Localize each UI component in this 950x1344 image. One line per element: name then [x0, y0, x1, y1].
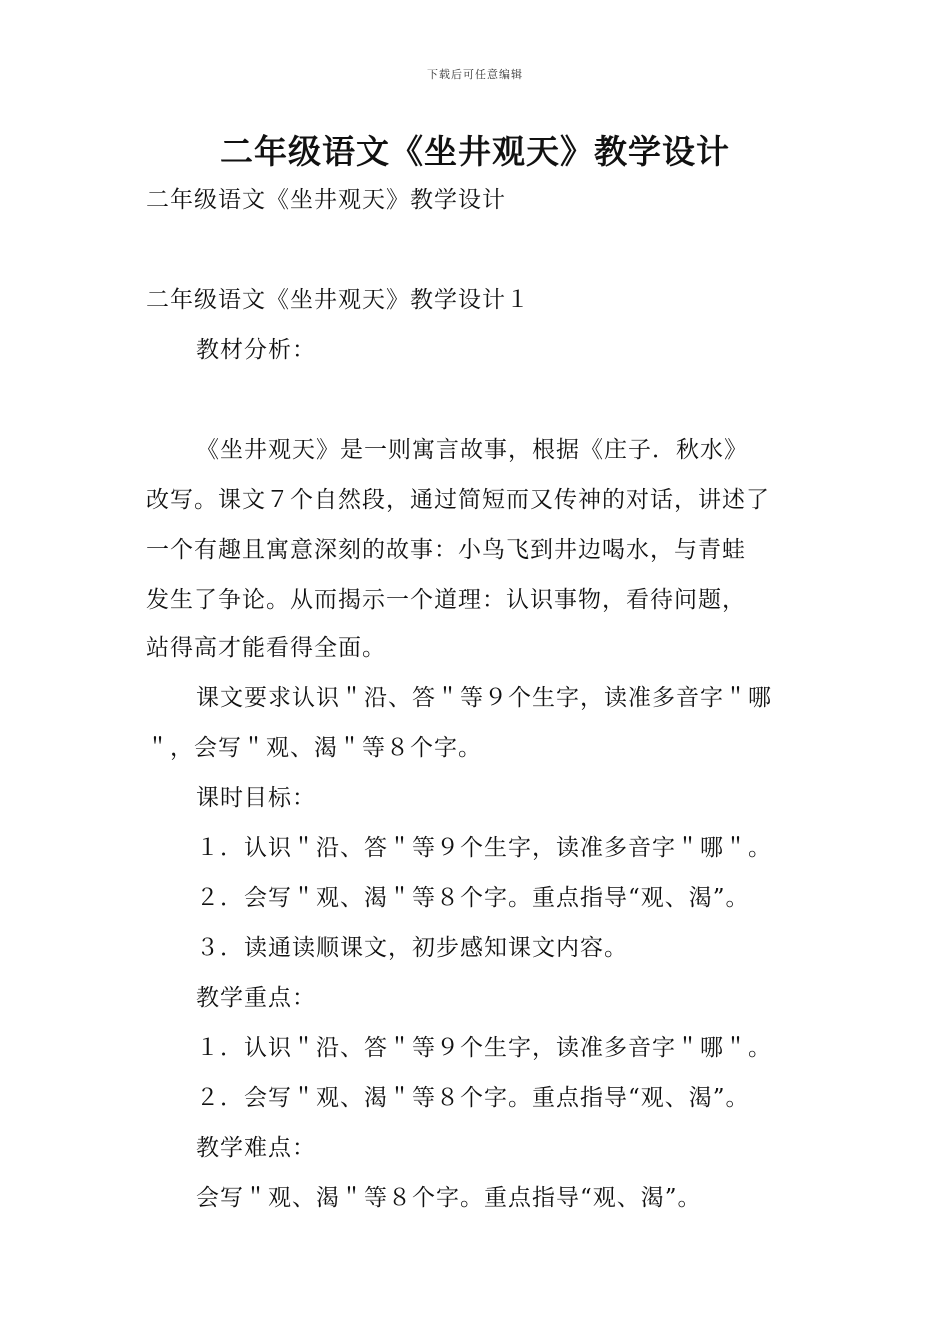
page-header-watermark: 下载后可任意编辑 [427, 68, 523, 81]
list-item: ２．会写＂观、渴＂等８个字。重点指导“观、渴”。 [196, 885, 750, 911]
paragraph-line: 会写＂观、渴＂等８个字。重点指导“观、渴”。 [196, 1185, 702, 1211]
document-title: 二年级语文《坐井观天》教学设计 [220, 132, 730, 171]
document-subtitle: 二年级语文《坐井观天》教学设计 [146, 187, 506, 213]
paragraph-line: ＂，会写＂观、渴＂等８个字。 [146, 735, 482, 761]
paragraph-line: 发生了争论。从而揭示一个道理：认识事物，看待问题， [146, 587, 746, 613]
list-item: １．认识＂沿、答＂等９个生字，读准多音字＂哪＂。 [196, 835, 772, 861]
heading-material-analysis: 教材分析： [196, 337, 316, 363]
paragraph-line: 课文要求认识＂沿、答＂等９个生字，读准多音字＂哪 [196, 685, 772, 711]
section-title: 二年级语文《坐井观天》教学设计１ [146, 287, 530, 313]
paragraph-line: 《坐井观天》是一则寓言故事，根据《庄子．秋水》 [196, 437, 748, 463]
heading-teaching-focus: 教学重点： [196, 985, 316, 1011]
paragraph-line: 站得高才能看得全面。 [146, 635, 386, 661]
list-item: １．认识＂沿、答＂等９个生字，读准多音字＂哪＂。 [196, 1035, 772, 1061]
heading-teaching-difficulty: 教学难点： [196, 1135, 316, 1161]
paragraph-line: 改写。课文７个自然段，通过简短而又传神的对话，讲述了 [146, 487, 770, 513]
list-item: ３．读通读顺课文，初步感知课文内容。 [196, 935, 628, 961]
paragraph-line: 一个有趣且寓意深刻的故事：小鸟飞到井边喝水，与青蛙 [146, 537, 746, 563]
heading-lesson-goals: 课时目标： [196, 785, 316, 811]
list-item: ２．会写＂观、渴＂等８个字。重点指导“观、渴”。 [196, 1085, 750, 1111]
